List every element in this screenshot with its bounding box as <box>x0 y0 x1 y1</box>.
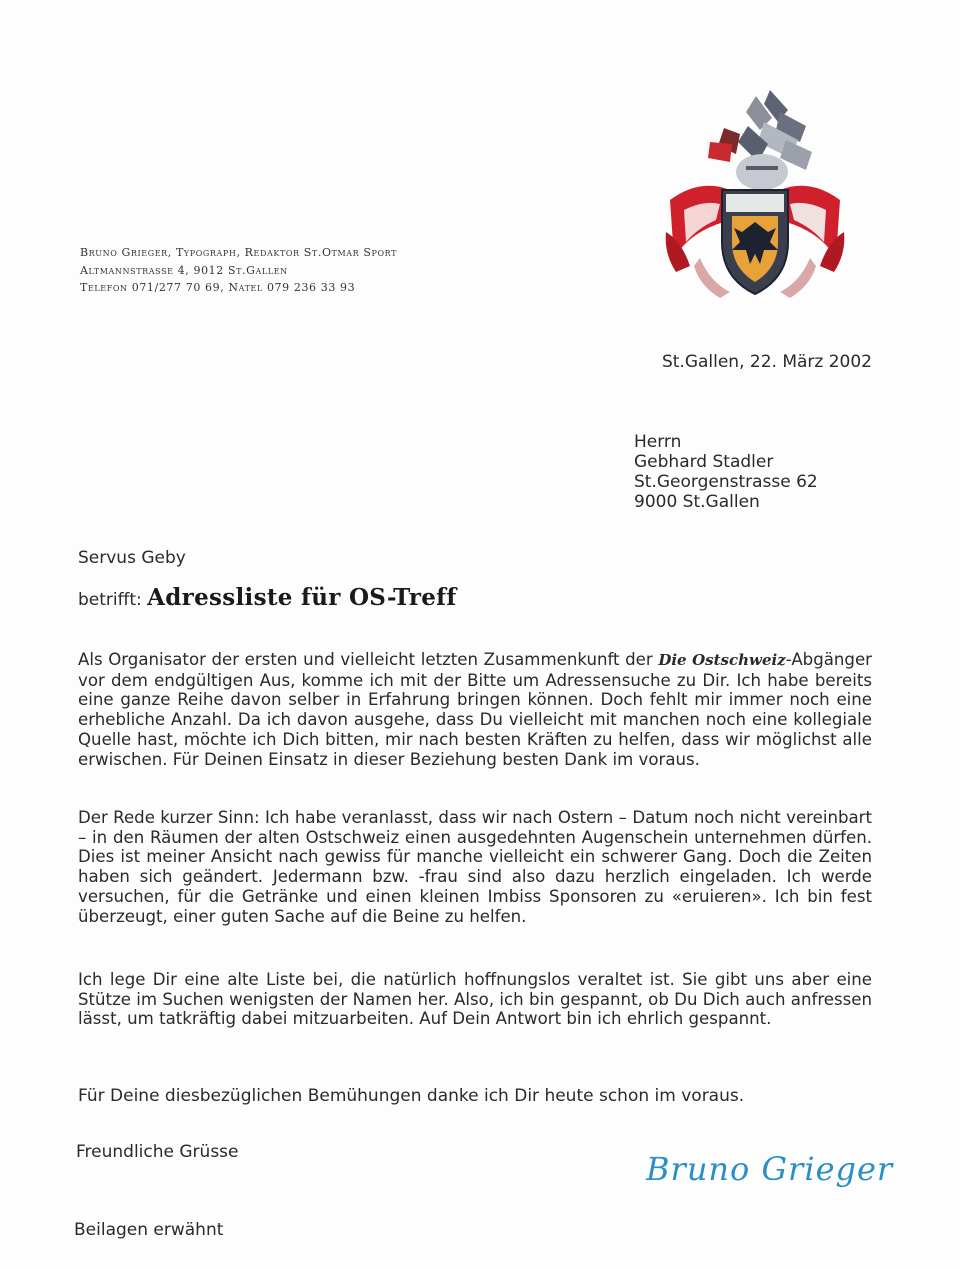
complimentary-close: Freundliche Grüsse <box>76 1142 239 1162</box>
recipient-city: 9000 St.Gallen <box>634 492 760 512</box>
body-paragraph-3: Ich lege Dir eine alte Liste bei, die natürlich hoffnungslos veraltet ist. Sie gibt uns aber eine Stütze im Suchen wenigsten der Namen her. Also, ich bin gespannt, ob Du Dich auch anfressen lässt, um tatkräftig dabei mitzuarbeiten. Auf Dein Antwort bin ich ehrlich gespannt. <box>78 970 872 1029</box>
salutation: Servus Geby <box>78 548 186 568</box>
paragraph-1-end: -Abgänger vor dem endgültigen Aus, komme ich mit der Bitte um Adressensuche zu Dir. Ich habe bereits eine ganze Reihe davon selber in Erfahrung bringen können. Doch fehlt mir immer noch eine erhebliche Anzahl. Da ich davon ausgehe, dass Du vielleicht mit manchen noch eine kollegiale Quelle hast, möchte ich Dich bitten, mir nach besten Kräften zu helfen, dass wir möglichst alle erwischen. Für Deinen Einsatz in dieser Beziehung besten Dank im voraus. <box>78 650 872 769</box>
closing-sentence: Für Deine diesbezüglichen Bemühungen danke ich Dir heute schon im voraus. <box>78 1086 745 1106</box>
letter-date: St.Gallen, 22. März 2002 <box>661 352 872 372</box>
recipient-street: St.Georgenstrasse 62 <box>634 472 818 492</box>
subject-label: betrifft: <box>78 590 142 610</box>
recipient-name: Gebhard Stadler <box>634 452 774 472</box>
paragraph-1-start: Als Organisator der ersten und vielleicht letzten Zusammenkunft der <box>78 650 659 669</box>
subject-line <box>78 584 457 611</box>
sender-line-3: Telefon 071/277 70 69, Natel 079 236 33 93 <box>80 281 356 294</box>
sender-line-1: Bruno Grieger, Typograph, Redaktor St.Otmar Sport <box>80 246 398 259</box>
enclosure-note: Beilagen erwähnt <box>74 1220 224 1240</box>
newspaper-name: Die Ostschweiz <box>658 651 786 669</box>
coat-of-arms-icon <box>660 82 850 304</box>
subject-text: Adressliste für OS-Treff <box>147 584 457 611</box>
body-paragraph-1 <box>78 650 872 769</box>
recipient-address <box>634 432 818 512</box>
handwritten-signature: Bruno Grieger <box>646 1150 894 1188</box>
sender-letterhead <box>80 244 397 297</box>
sender-line-2: Altmannstrasse 4, 9012 St.Gallen <box>80 263 288 277</box>
body-paragraph-2: Der Rede kurzer Sinn: Ich habe veranlasst, dass wir nach Ostern – Datum noch nicht vereinbart – in den Räumen der alten Ostschweiz einen ausgedehnten Augenschein unternehmen dürfen. Dies ist meiner Ansicht nach gewiss für manche vielleicht ein schwerer Gang. Doch die Zeiten haben sich geändert. Jedermann bzw. -frau sind also dazu herzlich eingeladen. Ich werde versuchen, für die Getränke und einen kleinen Imbiss Sponsoren zu «eruieren». Ich bin fest überzeugt, einer guten Sache auf die Beine zu helfen. <box>78 808 872 926</box>
recipient-title: Herrn <box>634 432 682 452</box>
